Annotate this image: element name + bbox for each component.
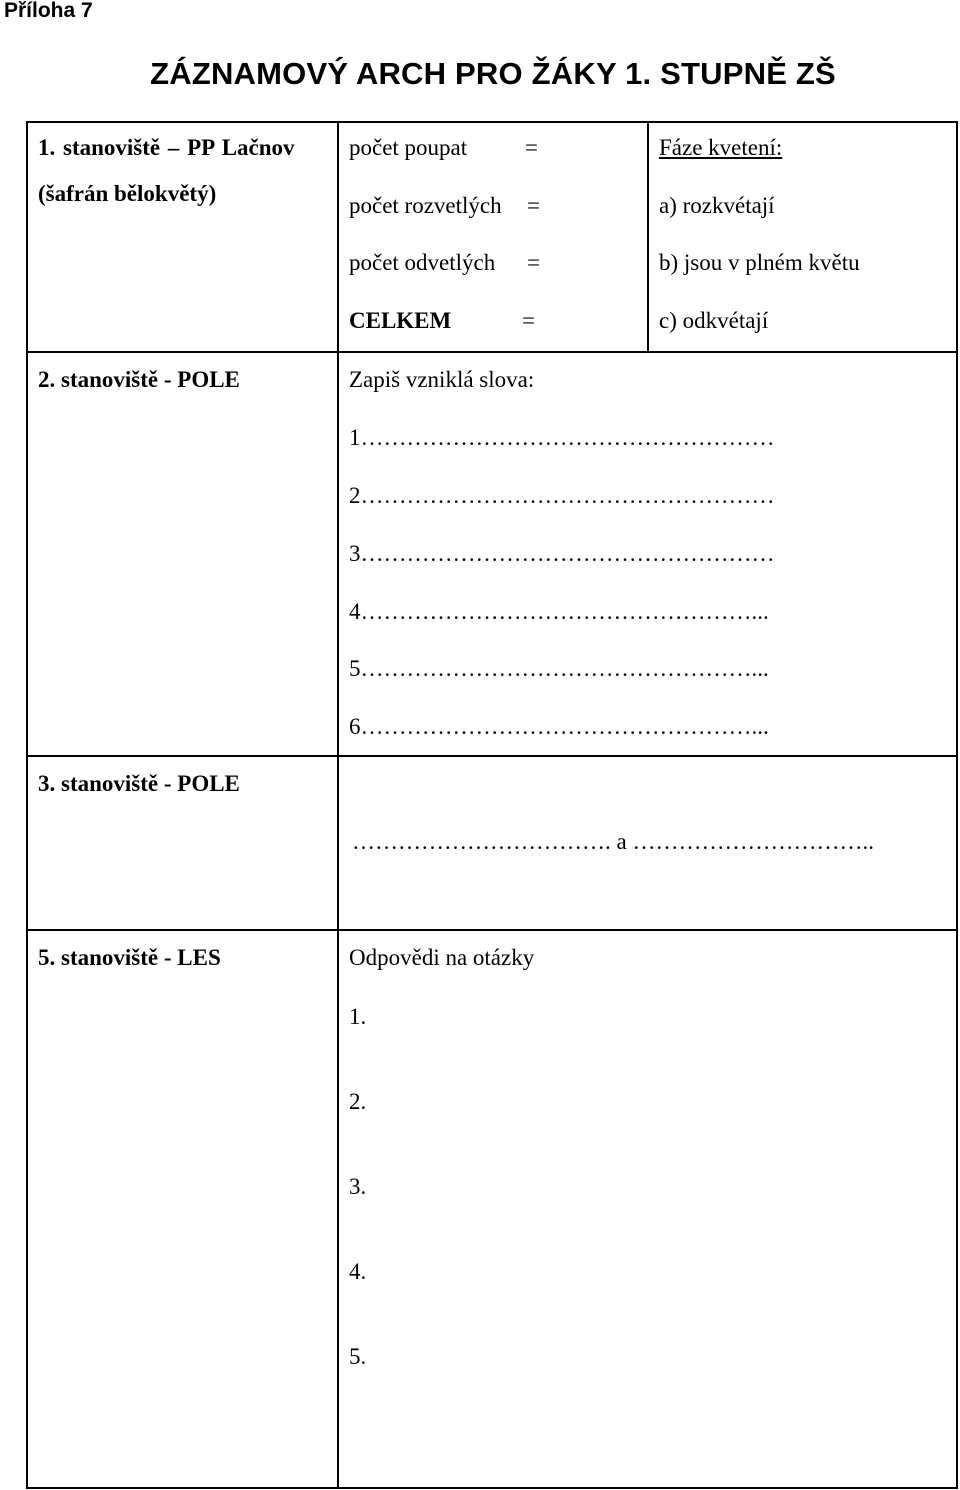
word-line[interactable]: 6……………………………………………...: [349, 714, 769, 739]
row-divider-1: [26, 351, 958, 353]
answer-number: 5.: [349, 1344, 367, 1369]
word-line[interactable]: 4……………………………………………...: [349, 599, 769, 624]
count-label-faded: počet odvetlých: [349, 250, 496, 275]
table-border-right: [956, 121, 958, 1489]
answer-number: 2.: [349, 1089, 367, 1114]
answer-number: 3.: [349, 1174, 367, 1199]
word-line[interactable]: 3………………………………………………: [349, 541, 775, 566]
table-border-bottom: [26, 1487, 958, 1489]
row-divider-3: [26, 929, 958, 931]
count-eq-faded: =: [527, 250, 540, 275]
phase-item: c) odkvétají: [659, 308, 769, 333]
answer-number: 1.: [349, 1004, 367, 1029]
annex-label: Příloha 7: [4, 0, 93, 22]
column-divider-phases: [647, 121, 649, 353]
count-label-blooming: počet rozvetlých: [349, 193, 502, 218]
word-line[interactable]: 5……………………………………………...: [349, 656, 769, 681]
count-eq-blooming: =: [527, 193, 540, 218]
station5-name: 5. stanoviště - LES: [38, 945, 221, 970]
station3-answer-line[interactable]: ……………………………. a …………………………..: [352, 829, 874, 854]
count-label-buds: počet poupat: [349, 135, 468, 160]
page-title: ZÁZNAMOVÝ ARCH PRO ŽÁKY 1. STUPNĚ ZŠ: [150, 56, 836, 91]
phase-item: b) jsou v plném květu: [659, 250, 860, 275]
station1-name: 1. stanoviště – PP Lačnov: [38, 135, 295, 160]
station3-name: 3. stanoviště - POLE: [38, 771, 240, 796]
station2-prompt: Zapiš vzniklá slova:: [349, 367, 535, 392]
station1-subtitle: (šafrán bělokvětý): [38, 181, 217, 206]
station5-prompt: Odpovědi na otázky: [349, 945, 535, 970]
phase-item: a) rozkvétají: [659, 193, 775, 218]
table-border-top: [26, 121, 958, 123]
word-line[interactable]: 2………………………………………………: [349, 483, 775, 508]
column-divider: [337, 121, 339, 1489]
count-eq-buds: =: [525, 135, 538, 160]
count-label-total: CELKEM: [349, 308, 452, 333]
word-line[interactable]: 1………………………………………………: [349, 425, 775, 450]
phases-heading: Fáze kvetení:: [659, 135, 783, 160]
table-border-left: [26, 121, 28, 1489]
answer-number: 4.: [349, 1259, 367, 1284]
station2-name: 2. stanoviště - POLE: [38, 367, 240, 392]
count-eq-total: =: [522, 308, 535, 333]
row-divider-2: [26, 755, 958, 757]
